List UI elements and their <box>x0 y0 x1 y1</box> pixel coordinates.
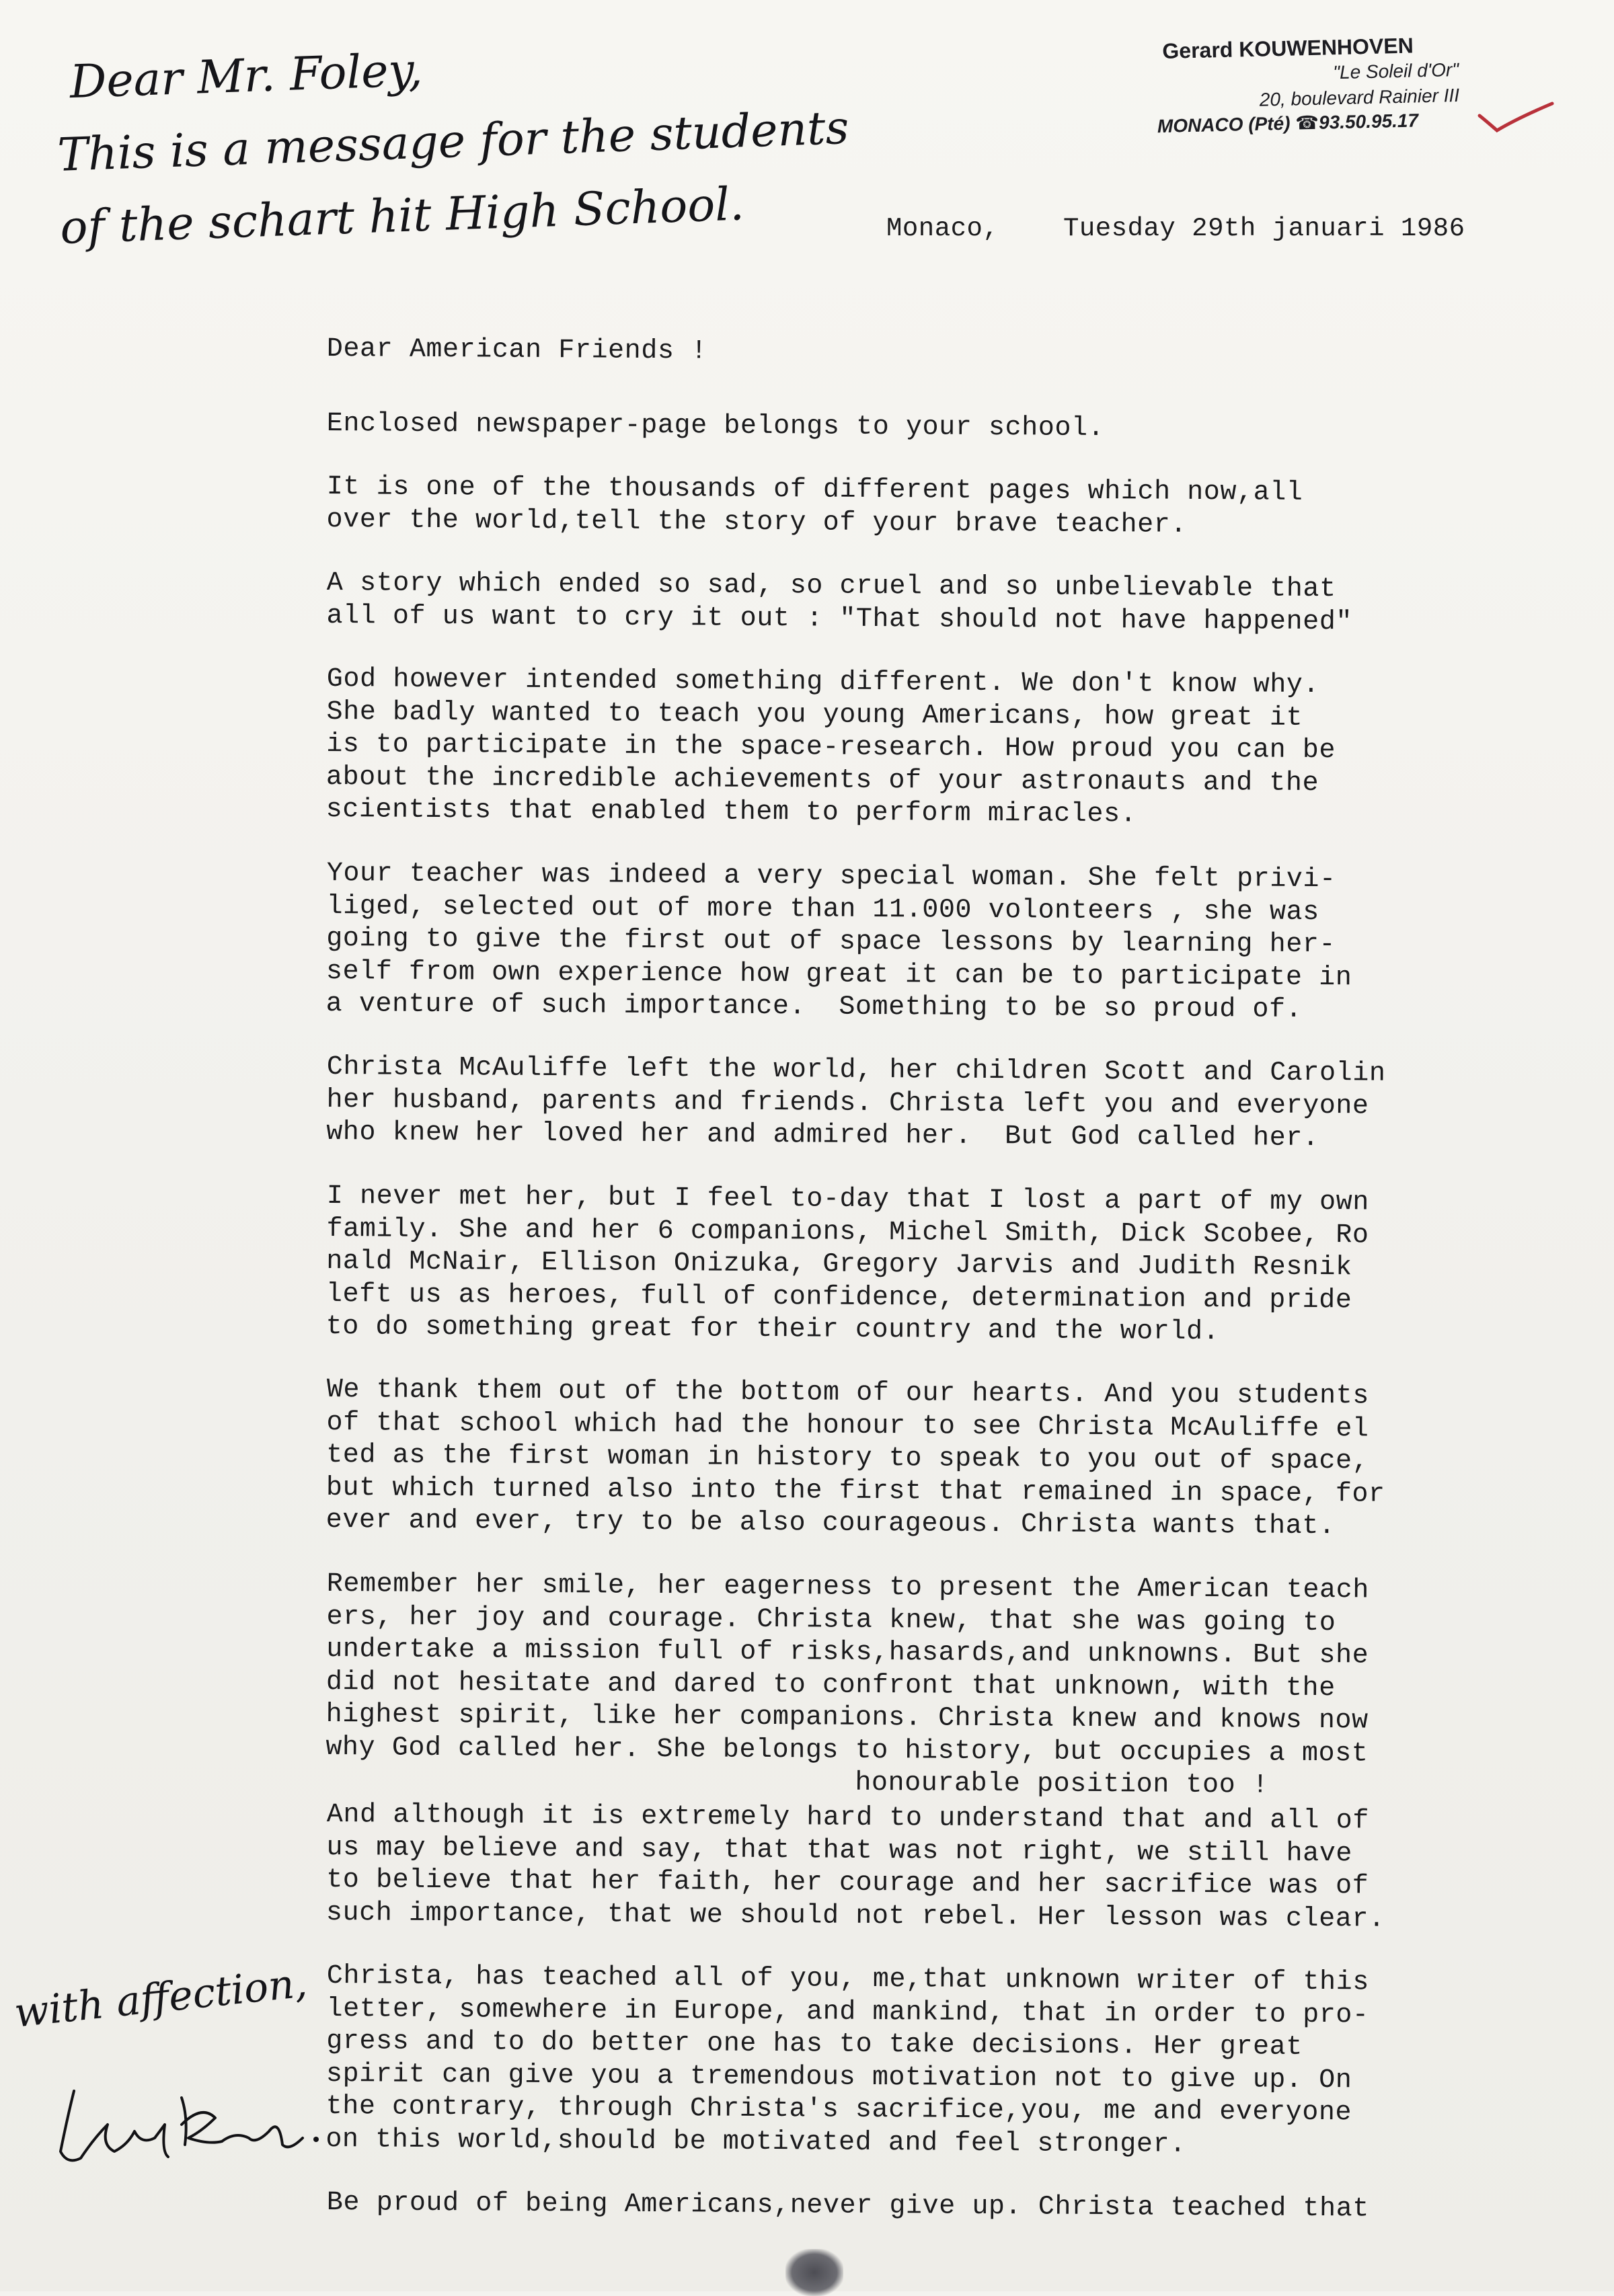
handwritten-note-line-2: This is a message for the students <box>56 101 850 182</box>
paragraph: Your teacher was indeed a very special woman. She felt privi- liged, selected out of more than 11.000 volonteers , she was going to give the first out of space lessons by learning her- self from own experience how great it can be to participate in a venture of such importance. Something to be so proud of. <box>325 858 1352 1025</box>
letterhead-residence: "Le Soleil d'Or" <box>1332 59 1459 83</box>
handwritten-note <box>54 19 853 265</box>
letter-body <box>327 333 1591 2251</box>
letterhead <box>1157 32 1460 137</box>
handwritten-note-line-1: Dear Mr. Foley, <box>69 43 424 110</box>
paragraph: I never met her, but I feel to-day that I lost a part of my own family. She and her 6 companions, Michel Smith, Dick Scobee, Ro nald McNair, Ellison Onizuka, Gregory Jarvis and Judith Resnik left us as heroes, full of confidence, determination and pride to do something great for their country and the world. <box>325 1181 1370 1347</box>
paragraph: Christa, has teached all of you, me,that unknown writer of this letter, somewhere in Europe, and mankind, that in order to pro- gress and to do better one has to take decisions. Her great spirit can give you a tremendous motivation not to give up. On the contrary, through Christa's sacrifice,you, me and everyone on this world,should be motivated and feel stronger. <box>325 1961 1370 2160</box>
red-check-mark-icon <box>1477 101 1558 141</box>
paragraph: Christa McAuliffe left the world, her children Scott and Carolin her husband, parents and friends. Christa left you and everyone who knew her loved her and admired her. But God called her. <box>326 1052 1386 1154</box>
letterhead-name: Gerard KOUWENHOVEN <box>1162 33 1414 63</box>
handwritten-signature-icon <box>47 2077 330 2178</box>
paragraph: It is one of the thousands of different pages which now,all over the world,tell the story of your brave teacher. <box>326 472 1303 541</box>
handwritten-note-line-3: of the schart hit High School. <box>59 177 745 255</box>
salutation: Dear American Friends ! <box>326 333 707 367</box>
paragraph: God however intended something different. We don't know why. She badly wanted to teach you young Americans, how great it is to participate in the space-research. How proud you can be about the incredible achievements of your astronauts and the scientists that enabled them to perform miracles. <box>325 664 1336 830</box>
paragraph: A story which ended so sad, so cruel and so unbelievable that all of us want to cry it out : "That should not have happened" <box>326 568 1353 637</box>
paragraph: We thank them out of the bottom of our hearts. And you students of that school which had the honour to see Christa McAuliffe el ted as the first woman in history to speak to you out of space, but which turned also into the first that remained in space, for ever and ever, try to be also courageous. Christa wants that. <box>325 1375 1385 1542</box>
paragraph: Enclosed newspaper-page belongs to your school. <box>326 408 1105 444</box>
paragraph: Remember her smile, her eagerness to present the American teach ers, her joy and courage. Christa knew, that she was going to undertake a mission full of risks,hasards,and unknowns. But she did not hesitate and dared to confront that unknown, with the highest spirit, like her companions. Christa knew and knows now why God called her. She belongs to history, but occupies a most honourable position too ! <box>325 1569 1370 1801</box>
handwritten-closing: with affection, <box>12 1959 309 2037</box>
paragraph: Be proud of being Americans,never give up. Christa teached that <box>326 2188 1370 2225</box>
letterhead-city-phone: MONACO (Pté) ☎93.50.95.17 <box>1157 110 1419 137</box>
ink-smudge <box>785 2249 843 2296</box>
dateline: Monaco, Tuesday 29th januari 1986 <box>886 214 1465 243</box>
letterhead-street: 20, boulevard Rainier III <box>1259 84 1460 110</box>
paragraph: And although it is extremely hard to understand that and all of us may believe and say, that that was not right, we still have to believe that her faith, her courage and her sacrifice was of such importance, that we should not rebel. Her lesson was clear. <box>325 1800 1385 1935</box>
